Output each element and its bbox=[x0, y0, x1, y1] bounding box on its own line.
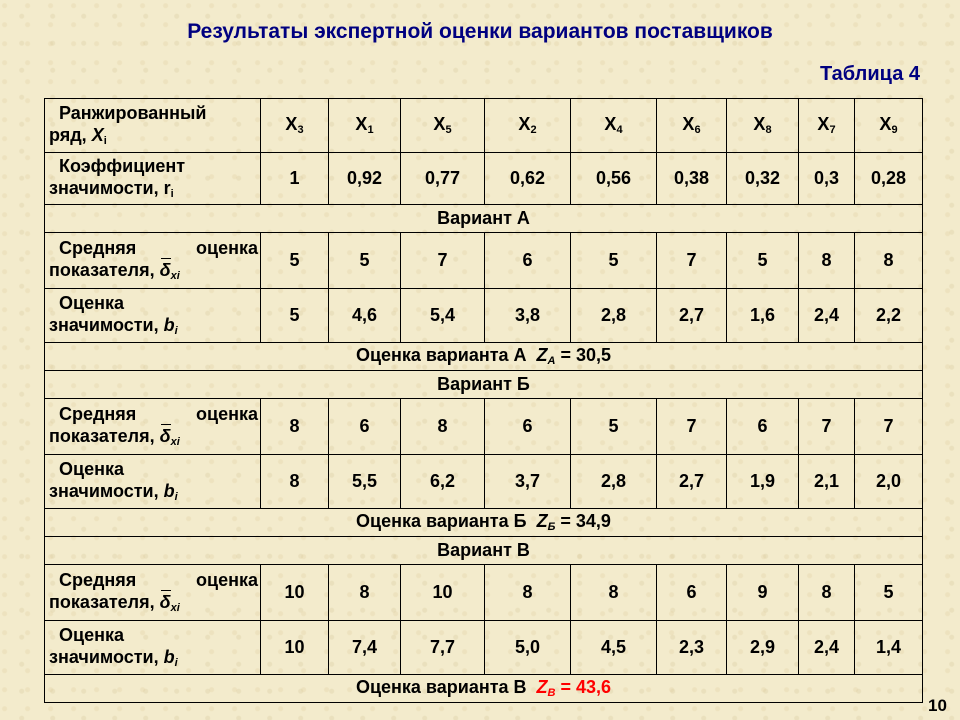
average-score-cell: 9 bbox=[727, 565, 799, 621]
significance-score-label bbox=[45, 455, 261, 509]
result-formula: $Z_А = 30,5$ bbox=[536, 344, 612, 367]
significance-score-cell: 1,6 bbox=[727, 289, 799, 343]
average-score-cell: 7 bbox=[657, 399, 727, 455]
average-score-cell: 5 bbox=[727, 233, 799, 289]
coefficient-cell: 0,56 bbox=[571, 153, 657, 205]
significance-score-row bbox=[45, 289, 923, 343]
label-text: показателя, bbox=[49, 259, 155, 280]
coefficient-cell: 0,62 bbox=[485, 153, 571, 205]
significance-score-cell: 2,7 bbox=[657, 455, 727, 509]
column-header bbox=[401, 99, 485, 153]
variant-result bbox=[45, 343, 923, 371]
label-variable: X bbox=[91, 124, 104, 145]
significance-score-cell: 4,6 bbox=[329, 289, 401, 343]
label-line bbox=[49, 426, 260, 449]
column-subscript: 5 bbox=[445, 123, 452, 136]
average-score-cell: 7 bbox=[401, 233, 485, 289]
column-var: X bbox=[285, 113, 298, 134]
significance-score-cell: 3,8 bbox=[485, 289, 571, 343]
label-variable: δ bbox=[159, 259, 171, 280]
variant-header: Вариант А bbox=[45, 205, 923, 233]
label-line bbox=[49, 315, 260, 338]
label-text: Средняя bbox=[59, 238, 137, 259]
label-line bbox=[49, 260, 260, 283]
significance-score-label bbox=[45, 621, 261, 675]
variant-result bbox=[45, 509, 923, 537]
significance-score-cell: 5 bbox=[261, 289, 329, 343]
variant-header-row bbox=[45, 371, 923, 399]
label-text: оценка bbox=[196, 404, 258, 425]
significance-score-cell: 5,4 bbox=[401, 289, 485, 343]
result-label: Оценка варианта Б bbox=[356, 510, 527, 531]
label-line bbox=[49, 238, 260, 260]
label-text: значимости, bbox=[49, 480, 159, 501]
result-value: = 30,5 bbox=[555, 344, 612, 365]
ranked-series-label bbox=[45, 99, 261, 153]
average-score-cell: 8 bbox=[855, 233, 923, 289]
average-score-label bbox=[45, 233, 261, 289]
column-header bbox=[799, 99, 855, 153]
variant-header: Вариант Б bbox=[45, 371, 923, 399]
column-header bbox=[261, 99, 329, 153]
significance-score-cell: 4,5 bbox=[571, 621, 657, 675]
significance-score-cell: 1,9 bbox=[727, 455, 799, 509]
significance-score-cell: 2,2 bbox=[855, 289, 923, 343]
label-subscript: i bbox=[174, 490, 178, 503]
column-var: X bbox=[753, 113, 766, 134]
result-value: = 34,9 bbox=[555, 510, 611, 531]
label-variable: b bbox=[163, 314, 175, 335]
average-score-cell: 8 bbox=[261, 399, 329, 455]
average-score-cell: 8 bbox=[571, 565, 657, 621]
significance-score-cell: 7,7 bbox=[401, 621, 485, 675]
average-score-cell: 5 bbox=[261, 233, 329, 289]
significance-score-row bbox=[45, 455, 923, 509]
column-subscript: 4 bbox=[616, 123, 623, 136]
significance-score-cell: 2,9 bbox=[727, 621, 799, 675]
label-line bbox=[49, 125, 260, 148]
average-score-cell: 10 bbox=[401, 565, 485, 621]
significance-score-cell: 2,3 bbox=[657, 621, 727, 675]
label-subscript: i bbox=[174, 324, 178, 337]
label-variable: δ bbox=[159, 425, 171, 446]
significance-score-row bbox=[45, 621, 923, 675]
label-line bbox=[49, 178, 260, 201]
label-text: оценка bbox=[196, 570, 258, 591]
average-score-cell: 5 bbox=[329, 233, 401, 289]
column-header bbox=[657, 99, 727, 153]
column-var: X bbox=[355, 113, 368, 134]
significance-score-cell: 6,2 bbox=[401, 455, 485, 509]
column-header bbox=[485, 99, 571, 153]
label-line: Оценка bbox=[59, 293, 124, 314]
coefficient-cell: 0,28 bbox=[855, 153, 923, 205]
coefficient-label bbox=[45, 153, 261, 205]
average-score-cell: 6 bbox=[329, 399, 401, 455]
average-score-cell: 8 bbox=[799, 233, 855, 289]
column-header bbox=[329, 99, 401, 153]
supplier-evaluation-table bbox=[44, 98, 923, 703]
label-line bbox=[49, 592, 260, 615]
average-score-row bbox=[45, 565, 923, 621]
average-score-cell: 5 bbox=[571, 399, 657, 455]
significance-score-cell: 2,4 bbox=[799, 621, 855, 675]
average-score-cell: 6 bbox=[727, 399, 799, 455]
coefficient-cell: 0,77 bbox=[401, 153, 485, 205]
result-label: Оценка варианта В bbox=[355, 676, 527, 697]
label-text: значимости, bbox=[49, 314, 159, 335]
average-score-cell: 7 bbox=[799, 399, 855, 455]
coefficient-cell: 0,38 bbox=[657, 153, 727, 205]
column-var: X bbox=[518, 113, 531, 134]
column-header bbox=[571, 99, 657, 153]
label-line bbox=[49, 647, 260, 670]
variant-result-row bbox=[45, 675, 923, 703]
result-value: = 43,6 bbox=[555, 676, 612, 697]
average-score-cell: 5 bbox=[855, 565, 923, 621]
column-var: X bbox=[433, 113, 446, 134]
column-subscript: 8 bbox=[765, 123, 772, 136]
average-score-label bbox=[45, 399, 261, 455]
column-subscript: 3 bbox=[297, 123, 304, 136]
average-score-cell: 8 bbox=[401, 399, 485, 455]
significance-score-cell: 1,4 bbox=[855, 621, 923, 675]
variant-header-row bbox=[45, 537, 923, 565]
ranked-series-row bbox=[45, 99, 923, 153]
average-score-cell: 6 bbox=[657, 565, 727, 621]
column-var: X bbox=[682, 113, 695, 134]
label-text: показателя, bbox=[49, 425, 155, 446]
significance-score-cell: 2,8 bbox=[571, 455, 657, 509]
average-score-cell: 8 bbox=[799, 565, 855, 621]
significance-score-cell: 5,0 bbox=[485, 621, 571, 675]
label-text: значимости, bbox=[49, 646, 159, 667]
column-subscript: 2 bbox=[530, 123, 537, 136]
column-header bbox=[727, 99, 799, 153]
page-title: Результаты экспертной оценки вариантов поставщиков bbox=[187, 20, 773, 43]
average-score-cell: 5 bbox=[571, 233, 657, 289]
label-subscript: xi bbox=[170, 435, 180, 448]
average-score-cell: 8 bbox=[485, 565, 571, 621]
label-text: Средняя bbox=[59, 404, 137, 425]
significance-score-cell: 7,4 bbox=[329, 621, 401, 675]
variant-result-row bbox=[45, 509, 923, 537]
label-variable: δ bbox=[159, 591, 171, 612]
label-line bbox=[49, 570, 260, 592]
coefficient-cell: 0,3 bbox=[799, 153, 855, 205]
label-subscript: xi bbox=[170, 601, 180, 614]
label-subscript: xi bbox=[170, 269, 180, 282]
column-header bbox=[855, 99, 923, 153]
variant-header-row bbox=[45, 205, 923, 233]
average-score-cell: 6 bbox=[485, 399, 571, 455]
average-score-cell: 8 bbox=[329, 565, 401, 621]
label-line bbox=[49, 481, 260, 504]
significance-score-cell: 5,5 bbox=[329, 455, 401, 509]
variant-result-row bbox=[45, 343, 923, 371]
label-variable: r bbox=[163, 177, 171, 198]
average-score-cell: 7 bbox=[657, 233, 727, 289]
significance-score-cell: 2,7 bbox=[657, 289, 727, 343]
label-line: Ранжированный bbox=[59, 103, 207, 124]
label-line: Оценка bbox=[59, 459, 124, 480]
column-subscript: 9 bbox=[891, 123, 898, 136]
column-subscript: 7 bbox=[829, 123, 836, 136]
average-score-cell: 10 bbox=[261, 565, 329, 621]
significance-score-cell: 2,0 bbox=[855, 455, 923, 509]
label-text: показателя, bbox=[49, 591, 155, 612]
label-line: Коэффициент bbox=[59, 156, 186, 177]
significance-score-cell: 2,4 bbox=[799, 289, 855, 343]
label-subscript: i bbox=[170, 187, 174, 200]
coefficient-cell: 0,92 bbox=[329, 153, 401, 205]
column-subscript: 1 bbox=[367, 123, 374, 136]
result-formula: $Z_В = 43,6$ bbox=[536, 676, 612, 699]
coefficient-cell: 1 bbox=[261, 153, 329, 205]
significance-score-cell: 2,8 bbox=[571, 289, 657, 343]
coefficient-row bbox=[45, 153, 923, 205]
label-subscript: i bbox=[103, 134, 107, 147]
label-variable: b bbox=[163, 646, 175, 667]
variant-result bbox=[45, 675, 923, 703]
significance-score-label bbox=[45, 289, 261, 343]
variant-header: Вариант В bbox=[45, 537, 923, 565]
average-score-cell: 6 bbox=[485, 233, 571, 289]
significance-score-cell: 2,1 bbox=[799, 455, 855, 509]
label-line bbox=[49, 404, 260, 426]
column-var: X bbox=[604, 113, 617, 134]
significance-score-cell: 3,7 bbox=[485, 455, 571, 509]
average-score-row bbox=[45, 233, 923, 289]
label-text: значимости, bbox=[49, 177, 159, 198]
column-var: X bbox=[817, 113, 830, 134]
result-formula: $Z_Б = 34,9$ bbox=[536, 510, 611, 533]
result-label: Оценка варианта А bbox=[355, 344, 527, 365]
page-number: 10 bbox=[928, 696, 947, 715]
column-subscript: 6 bbox=[694, 123, 701, 136]
label-text: Средняя bbox=[59, 570, 137, 591]
average-score-row bbox=[45, 399, 923, 455]
significance-score-cell: 10 bbox=[261, 621, 329, 675]
label-text: оценка bbox=[196, 238, 258, 259]
table-caption: Таблица 4 bbox=[819, 63, 920, 85]
significance-score-cell: 8 bbox=[261, 455, 329, 509]
label-text: ряд, bbox=[49, 124, 87, 145]
average-score-label bbox=[45, 565, 261, 621]
coefficient-cell: 0,32 bbox=[727, 153, 799, 205]
label-subscript: i bbox=[174, 656, 178, 669]
average-score-cell: 7 bbox=[855, 399, 923, 455]
label-line: Оценка bbox=[59, 625, 124, 646]
column-var: X bbox=[879, 113, 892, 134]
label-variable: b bbox=[163, 480, 175, 501]
